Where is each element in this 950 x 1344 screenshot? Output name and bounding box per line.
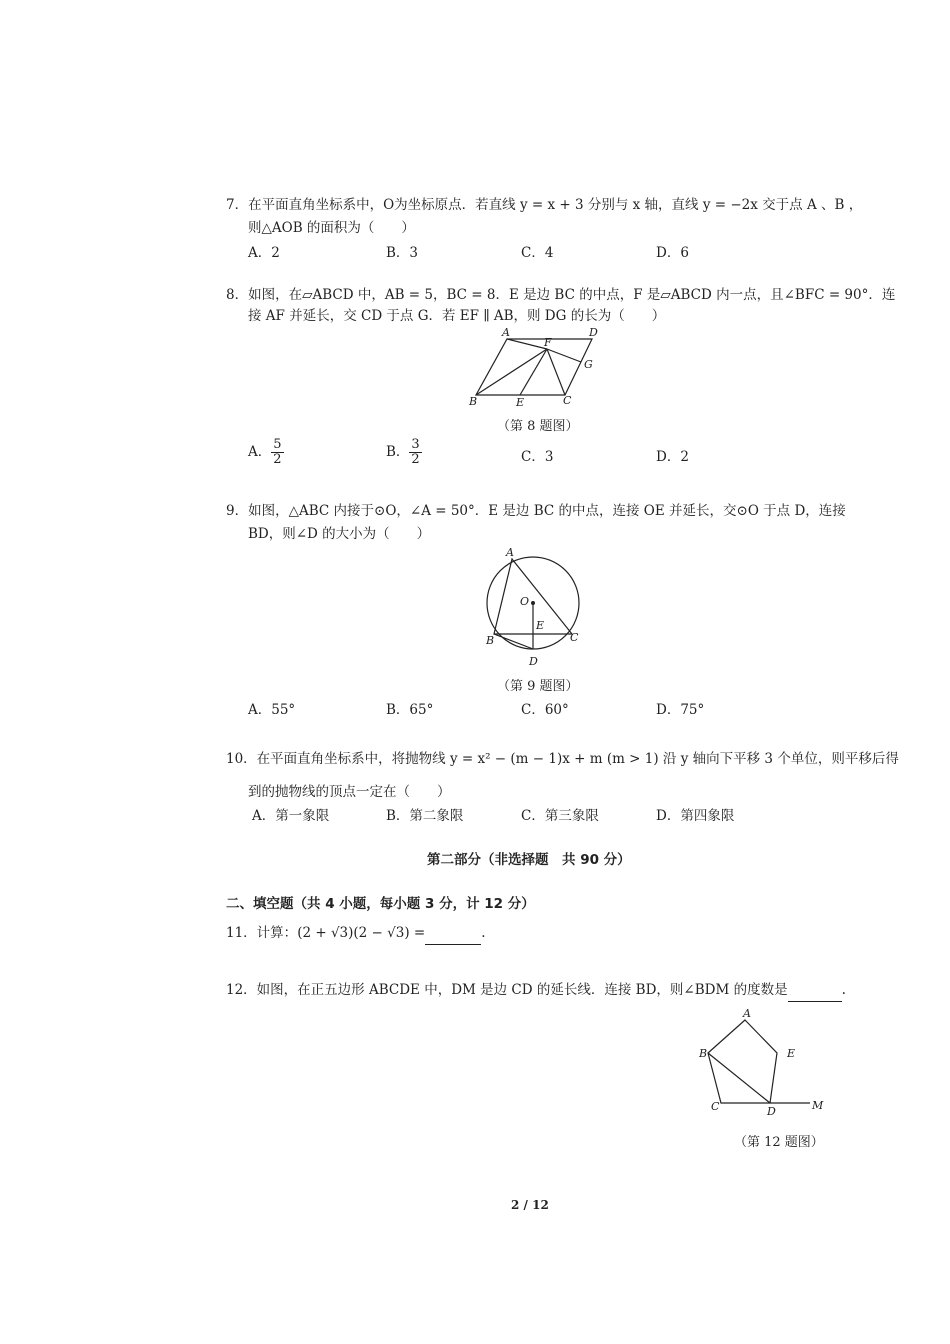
q8-figure-parallelogram bbox=[462, 325, 602, 410]
q11-expression: (2 + √3)(2 − √3) = bbox=[297, 925, 426, 941]
q8-option-b-numerator: 3 bbox=[411, 437, 420, 452]
q8-segment-ef bbox=[520, 349, 547, 395]
q9-label-o: O bbox=[520, 595, 530, 608]
q7-option-c: C．4 bbox=[521, 245, 554, 261]
q8-label-f: F bbox=[544, 336, 552, 349]
q9-label-e: E bbox=[536, 619, 545, 632]
q9-figure-circle bbox=[480, 544, 585, 669]
q8-caption: （第 8 题图） bbox=[497, 419, 579, 434]
q8-parallelogram-abcd bbox=[476, 339, 592, 395]
q9-label-c: C bbox=[570, 631, 579, 644]
q9-label-b: B bbox=[486, 634, 495, 647]
q8-option-a-fraction bbox=[271, 438, 283, 467]
q7-option-a: A．2 bbox=[248, 245, 280, 261]
q7-option-b: B．3 bbox=[386, 245, 419, 261]
q10-line2: 到的抛物线的顶点一定在（ ） bbox=[248, 784, 451, 800]
q10-option-a: A．第一象限 bbox=[252, 808, 330, 824]
section2-title: 二、填空题（共 4 小题，每小题 3 分，计 12 分） bbox=[226, 896, 535, 912]
q8-segment-af bbox=[507, 339, 547, 349]
q8-option-a bbox=[248, 438, 284, 467]
q8-label-g: G bbox=[584, 358, 593, 371]
q9-option-b: B．65° bbox=[386, 702, 434, 718]
q11-prefix: 11．计算： bbox=[226, 925, 298, 941]
q9-segment-bd bbox=[494, 634, 533, 649]
q8-option-b-prefix: B． bbox=[386, 444, 410, 460]
q8-option-b-denominator: 2 bbox=[411, 452, 420, 467]
q8-option-a-denominator: 2 bbox=[273, 452, 282, 467]
q8-label-a: A bbox=[502, 326, 510, 339]
q12-figure-pentagon bbox=[692, 1006, 827, 1118]
q12-label-a: A bbox=[743, 1007, 751, 1020]
q12 bbox=[226, 979, 846, 1002]
q7-option-d: D．6 bbox=[656, 245, 689, 261]
q8-label-e: E bbox=[516, 396, 525, 409]
q8-label-c: C bbox=[563, 394, 572, 407]
part2-title: 第二部分（非选择题 共 90 分） bbox=[427, 852, 631, 868]
q9-option-a: A．55° bbox=[248, 702, 296, 718]
page-number: 2 / 12 bbox=[511, 1198, 549, 1212]
q12-label-d: D bbox=[767, 1105, 776, 1118]
q8-option-b bbox=[386, 438, 422, 467]
q12-answer-blank[interactable] bbox=[788, 979, 842, 1002]
q12-label-c: C bbox=[711, 1100, 720, 1113]
q8-label-b: B bbox=[469, 395, 478, 408]
q9-option-c: C．60° bbox=[521, 702, 569, 718]
q8-label-d: D bbox=[589, 326, 598, 339]
q7-line2: 则△AOB 的面积为（ ） bbox=[248, 220, 415, 236]
q8-segment-bf bbox=[476, 349, 547, 395]
q9-line2: BD，则∠D 的大小为（ ） bbox=[248, 526, 431, 542]
q12-label-e: E bbox=[787, 1047, 796, 1060]
q12-suffix: . bbox=[841, 982, 846, 998]
q10-option-b: B．第二象限 bbox=[386, 808, 464, 824]
q10-line1: 10．在平面直角坐标系中，将抛物线 y = x² − (m − 1)x + m (m > 1) 沿 y 轴向下平移 3 个单位，则平移后得 bbox=[226, 751, 899, 767]
q8-option-a-numerator: 5 bbox=[273, 437, 282, 452]
q8-segment-fg bbox=[547, 349, 581, 362]
q12-label-m: M bbox=[812, 1099, 824, 1112]
q8-option-d: D．2 bbox=[656, 449, 689, 465]
q9-option-d: D．75° bbox=[656, 702, 705, 718]
q11 bbox=[226, 922, 486, 945]
q7-line1: 7．在平面直角坐标系中，O为坐标原点．若直线 y = x + 3 分别与 x 轴，直线 y = −2x 交于点 A 、B ， bbox=[226, 197, 863, 213]
q8-line1: 8．如图，在▱ABCD 中，AB = 5，BC = 8．E 是边 BC 的中点，F 是▱ABCD 内一点，且∠BFC = 90°．连 bbox=[226, 287, 896, 303]
q12-text: 12．如图，在正五边形 ABCDE 中，DM 是边 CD 的延长线．连接 BD，则∠BDM 的度数是 bbox=[226, 982, 788, 998]
q8-line2: 接 AF 并延长，交 CD 于点 G．若 EF ∥ AB，则 DG 的长为（ ） bbox=[248, 308, 666, 324]
q12-label-b: B bbox=[699, 1047, 708, 1060]
q8-option-b-fraction bbox=[409, 438, 421, 467]
q11-answer-blank[interactable] bbox=[425, 922, 481, 945]
q12-segment-bd bbox=[708, 1053, 770, 1103]
q10-option-c: C．第三象限 bbox=[521, 808, 599, 824]
q8-option-a-prefix: A． bbox=[248, 444, 272, 460]
q9-label-a: A bbox=[506, 546, 514, 559]
q11-suffix: . bbox=[481, 925, 486, 941]
q12-caption: （第 12 题图） bbox=[734, 1135, 824, 1150]
q9-caption: （第 9 题图） bbox=[497, 679, 579, 694]
q9-label-d: D bbox=[529, 655, 538, 668]
q8-option-c: C．3 bbox=[521, 449, 554, 465]
q9-center-dot bbox=[531, 601, 535, 605]
q10-option-d: D．第四象限 bbox=[656, 808, 735, 824]
q8-segment-cf bbox=[547, 349, 565, 395]
q9-line1: 9．如图，△ABC 内接于⊙O，∠A = 50°．E 是边 BC 的中点，连接 OE 并延长，交⊙O 于点 D，连接 bbox=[226, 503, 846, 519]
